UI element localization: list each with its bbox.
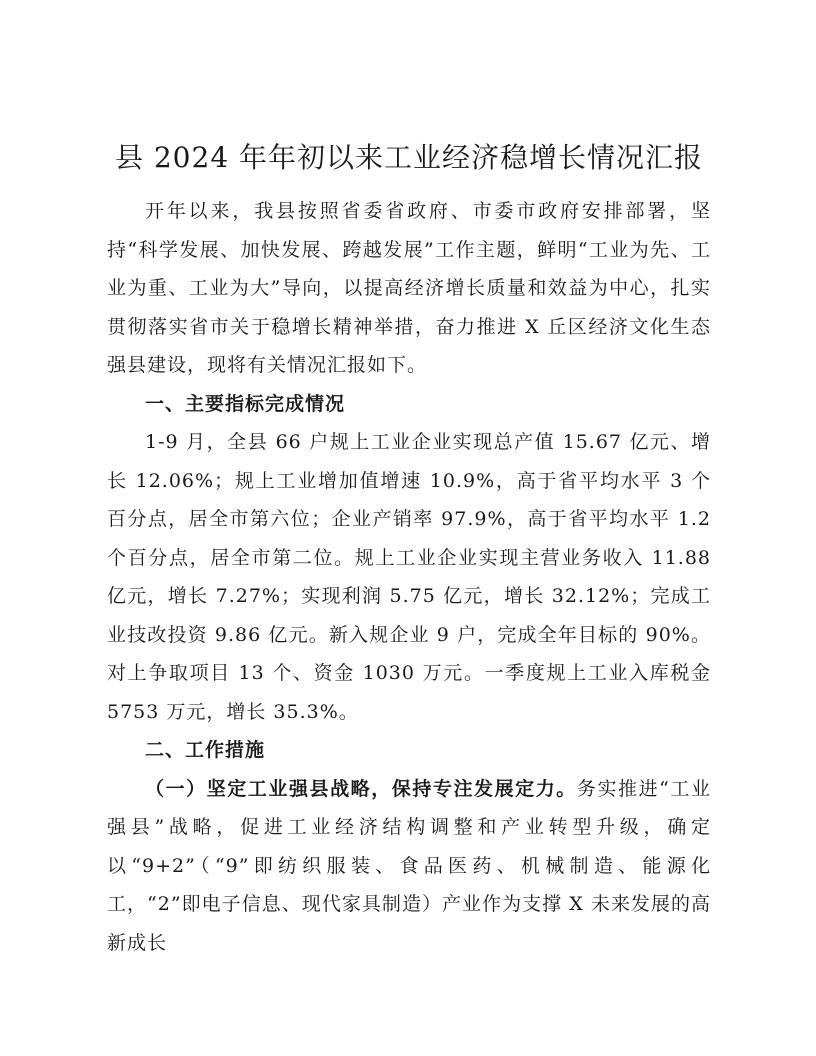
subsection-lead: （一）坚定工业强县战略，保持专注发展定力。 — [145, 777, 577, 800]
document-title: 县 2024 年年初以来工业经济稳增长情况汇报 — [114, 141, 704, 174]
intro-paragraph: 开年以来，我县按照省委省政府、市委市政府安排部署，坚持“科学发展、加快发展、跨越发展”工作主题，鲜明“工业为先、工业为重、工业为大”导向，以提高经济增长质量和效益为中心，扎实贯彻落实省市关于稳增长精神举措，奋力推进 X 丘区经济文化生态强县建设，现将有关情况汇报如下。 — [107, 200, 711, 376]
main-indicators-paragraph: 1-9 月，全县 66 户规上工业企业实现总产值 15.67 亿元、增长 12.06%；规上工业增加值增速 10.9%，高于省平均水平 3 个百分点，居全市第六位；企业产销率 97.9%，高于省平均水平 1.2 个百分点，居全市第二位。规上工业企业实现主营业务收入 11.88 亿元，增长 7.27%；实现利润 5.75 亿元，增长 32.12%；完成工业技改投资 9.86 亿元。新入规企业 9 户，完成全年目标的 90%。对上争取项目 13 个、资金 1030 万元。一季度规上工业入库税金 5753 万元，增长 35.3%。 — [107, 431, 711, 723]
section-heading-work-measures: 二、工作措施 — [145, 739, 266, 761]
subsection-body: 务实推进“工业强县”战略，促进工业经济结构调整和产业转型升级，确定以“9+2”（“9”即纺织服装、食品医药、机械制造、能源化工，“2”即电子信息、现代家具制造）产业作为支撑 X 未来发展的高新成长 — [107, 777, 711, 954]
section-heading-main-indicators: 一、主要指标完成情况 — [145, 392, 346, 415]
work-measures-paragraph — [107, 770, 711, 963]
